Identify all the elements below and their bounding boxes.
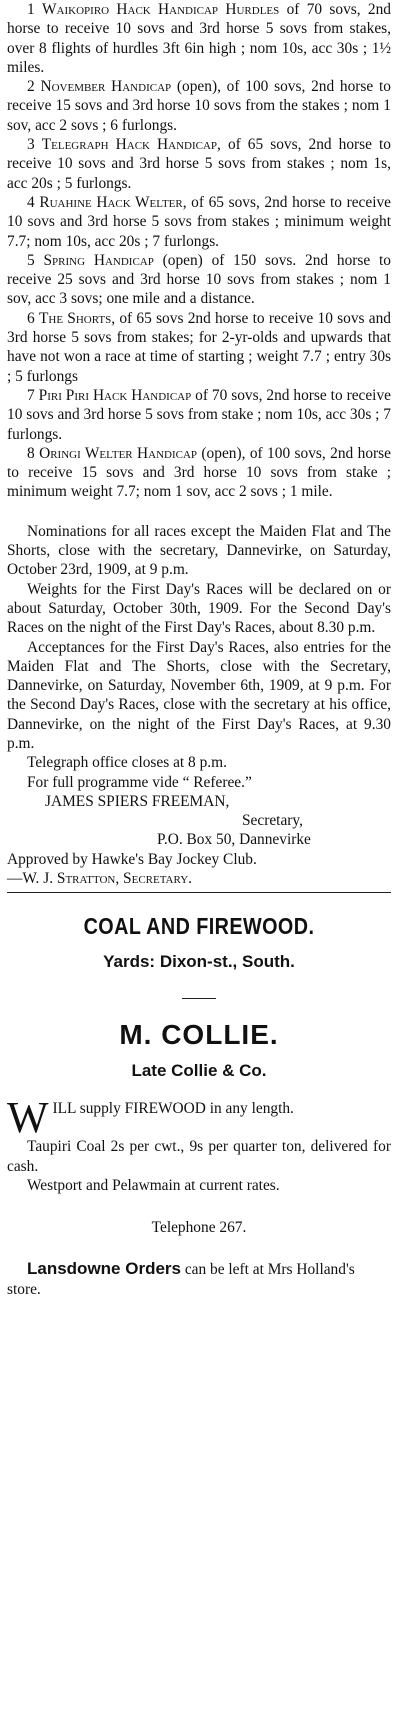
race-name: Piri Piri Hack Handicap xyxy=(38,386,192,404)
short-divider xyxy=(182,998,216,999)
race-name: Ruahine Hack Welter xyxy=(39,193,183,211)
race-details: , of 65 sovs, 2nd horse to receive 10 sovs and 3rd horse 5 sovs from stakes ; minimum weight 7.7; nom 10s, acc 20s ; 7 furlongs. xyxy=(7,193,391,250)
telephone-number: Telephone 267. xyxy=(151,1219,247,1237)
po-box: P.O. Box 50, Dannevirke xyxy=(157,831,311,849)
ad-body xyxy=(7,1093,391,1195)
race-number: 8 xyxy=(27,444,35,462)
ad-firewood-paragraph xyxy=(7,1093,391,1143)
drop-cap: W xyxy=(7,1093,49,1143)
coal-price-paragraph: Taupiri Coal 2s per cwt., 9s per quarter ton, delivered for cash. xyxy=(7,1138,391,1175)
race-item xyxy=(7,251,391,309)
race-details: , of 65 sovs, 2nd horse to receive 10 sovs and 3rd horse 5 sovs from stakes ; nom 1s, acc 20s ; 5 furlongs. xyxy=(7,136,391,192)
firewood-text: ILL supply FIREWOOD in any length. xyxy=(52,1100,294,1118)
divider-rule xyxy=(7,892,391,893)
race-name: Spring Handicap xyxy=(43,251,154,269)
race-number: 5 xyxy=(27,251,35,269)
race-name: The Shorts xyxy=(38,309,112,327)
race-item xyxy=(7,193,391,251)
race-name: November Handicap xyxy=(40,78,172,96)
race-item xyxy=(7,444,391,502)
approved-by: Approved by Hawke's Bay Jockey Club. xyxy=(7,850,257,868)
race-details: (open), of 100 sovs, 2nd horse to receive 15 sovs and 3rd horse 10 sovs from stake ; minimum weight 7.7; nom 1 sov, acc 2 sovs ; 1 mile. xyxy=(7,444,391,501)
lansdowne-text: can be left at Mrs Holland's store. xyxy=(7,1261,355,1298)
approver-signature: —W. J. Stratton, Secretary. xyxy=(7,870,193,888)
race-item xyxy=(7,309,391,386)
race-number: 1 xyxy=(27,1,35,18)
telegraph-paragraph: Telegraph office closes at 8 p.m. xyxy=(27,754,227,772)
secretary-title: Secretary, xyxy=(242,812,303,830)
programme-paragraph: For full programme vide “ Referee.” xyxy=(27,773,252,791)
race-details: (open), of 100 sovs, 2nd horse to receive 15 sovs and 3rd horse 10 sovs from the stakes ; nom 1 sov, acc 2 sovs ; 6 furlongs. xyxy=(7,78,391,134)
race-item xyxy=(7,135,391,193)
nominations-paragraph: Nominations for all races except the Maiden Flat and The Shorts, close with the secretary, Dannevirke, on Saturday, October 23rd, 1909, at 9 p.m. xyxy=(7,522,391,579)
race-name: Waikopiro Hack Handicap Hurdles xyxy=(42,1,280,18)
ad-heading: COAL AND FIREWOOD. xyxy=(83,913,315,940)
late-firm: Late Collie & Co. xyxy=(131,1061,267,1081)
weights-paragraph: Weights for the First Day's Races will be declared on or about Saturday, October 30th, 1909. For the Second Day's Races on the night of the First Day's Races, about 8.30 p.m. xyxy=(7,580,391,637)
race-details: of 70 sovs, 2nd horse to receive 10 sovs and 3rd horse 5 sovs from stakes, over 8 flights of hurdles 3ft 6in high ; nom 10s, acc 30s ; 1½ miles. xyxy=(7,1,391,76)
race-number: 4 xyxy=(27,193,35,211)
race-details: of 70 sovs, 2nd horse to receive 10 sovs and 3rd horse 5 sovs from stake ; nom 10s, acc 30s ; 7 furlongs. xyxy=(7,386,391,443)
acceptances-paragraph: Acceptances for the First Day's Races, also entries for the Maiden Flat and The Shorts, close with the Secretary, Dannevirke, on Saturday, November 6th, 1909, at 9 p.m. For the Second Day's Races, close with the secretary at his office, Dannevirke, on the night of the First Day's Races, at 9.30 p.m. xyxy=(7,638,391,752)
race-item xyxy=(7,77,391,135)
race-number: 7 xyxy=(27,386,35,404)
race-item xyxy=(7,386,391,444)
race-number: 2 xyxy=(27,78,35,96)
ad-yards: Yards: Dixon-st., South. xyxy=(103,952,295,972)
newspaper-column xyxy=(7,0,391,1299)
race-list xyxy=(7,0,391,502)
nominations-notice xyxy=(7,522,391,889)
race-number: 3 xyxy=(27,136,35,154)
race-name: Oringi Welter Handicap xyxy=(39,444,198,462)
race-item xyxy=(7,0,391,77)
race-details: (open) of 150 sovs. 2nd horse to receive 25 sovs and 3rd horse 10 sovs from stakes ; nom 1 sov, acc 3 sovs; one mile and a distance. xyxy=(7,251,391,308)
westport-paragraph: Westport and Pelawmain at current rates. xyxy=(27,1176,280,1194)
secretary-name: JAMES SPIERS FREEMAN, xyxy=(45,792,230,810)
race-details: , of 65 sovs 2nd horse to receive 10 sovs and 3rd horse 5 sovs from stakes; for 2-yr-olds and upwards that have not won a race at time of starting ; weight 7.7 ; entry 30s ; 5 furlongs xyxy=(7,309,392,385)
race-name: Telegraph Hack Handicap xyxy=(41,136,218,154)
race-number: 6 xyxy=(27,309,35,327)
merchant-name: M. COLLIE. xyxy=(119,1019,279,1051)
lansdowne-paragraph xyxy=(7,1259,391,1299)
lansdowne-heading: Lansdowne Orders xyxy=(27,1259,181,1279)
coal-advertisement xyxy=(7,913,391,1081)
